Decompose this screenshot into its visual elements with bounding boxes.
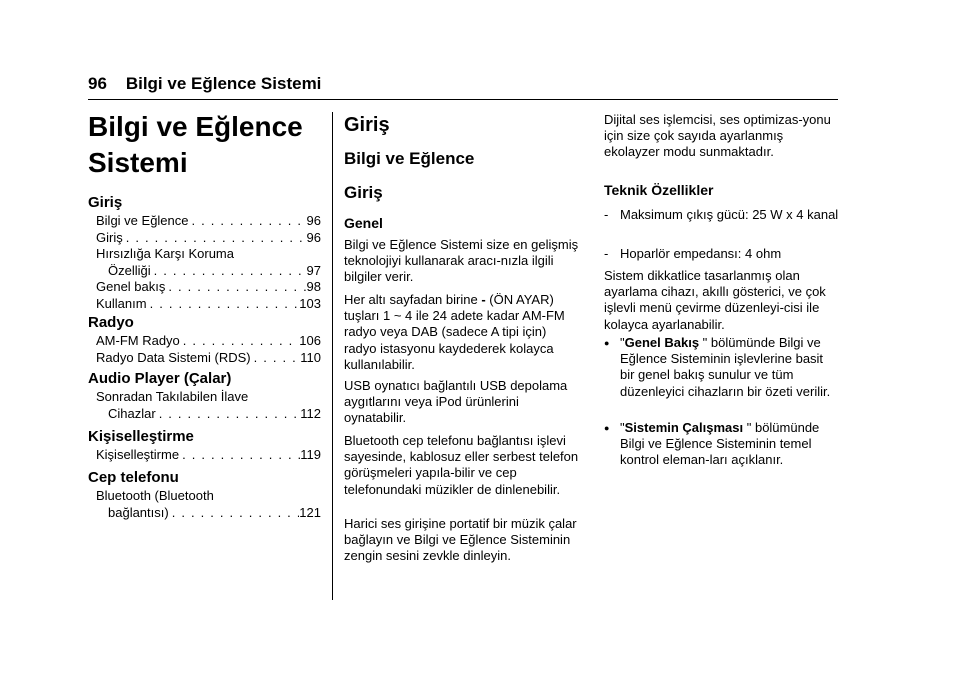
section-heading-giris-2: Giriş bbox=[344, 183, 383, 202]
running-header bbox=[88, 74, 321, 94]
toc-heading: Kişiselleştirme bbox=[88, 428, 194, 445]
toc-section-giris bbox=[88, 194, 321, 312]
toc-entry-line[interactable]: Hırsızlığa Karşı Koruma bbox=[96, 246, 234, 261]
toc-section-radyo bbox=[88, 314, 321, 366]
bullet-sistemin-calismasi: ● "Sistemin Çalışması " bölümünde Bilgi ve Eğlence Sisteminin temel kontrol eleman-ları açıklanır. bbox=[604, 420, 820, 468]
spec-item: - Maksimum çıkış gücü: 25 W x 4 kanal bbox=[604, 207, 839, 222]
toc-entry[interactable]: AM-FM Radyo . . . 106 bbox=[88, 333, 321, 350]
toc-entry[interactable]: bağlantısı) . . . 121 bbox=[88, 505, 321, 522]
subheading-genel: Genel bbox=[344, 215, 383, 231]
column-divider bbox=[332, 112, 333, 600]
paragraph-system: Sistem dikkatlice tasarlanmış olan ayarlama cihazı, akıllı gösterici, ve çok işlevli menü çevirme düzenleyi-cisi ile kolayca ayarlanabilir. bbox=[604, 268, 826, 332]
toc-entry[interactable]: Özelliği . . . 97 bbox=[88, 263, 321, 280]
bullet-genel-bakis: ● "Genel Bakış " bölümünde Bilgi ve Eğlence Sisteminin işlevlerine basit bir genel bakış sunulur ve tüm düzenleyici cihazların bir özeti verilir. bbox=[604, 335, 831, 399]
paragraph-intro: Bilgi ve Eğlence Sistemi size en gelişmiş teknolojiyi kullanarak aracı-nızla ilgili bilgiler verir. bbox=[344, 237, 579, 285]
header-title: Bilgi ve Eğlence Sistemi bbox=[125, 74, 322, 93]
toc-entry[interactable]: Genel bakış . . . 98 bbox=[88, 279, 321, 296]
toc-entry[interactable]: Kullanım . . . 103 bbox=[88, 296, 321, 313]
spec-item: - Hoparlör empedansı: 4 ohm bbox=[604, 246, 782, 261]
toc-heading: Cep telefonu bbox=[88, 469, 179, 486]
header-rule bbox=[88, 99, 838, 100]
paragraph-dsp: Dijital ses işlemcisi, ses optimizas-yonu için size çok sayıda ayarlanmış ekolayzer modu sunmaktadır. bbox=[604, 112, 831, 160]
paragraph-aux: Harici ses girişine portatif bir müzik çalar bağlayın ve Bilgi ve Eğlence Sisteminin zengin sesini zevkle dinleyin. bbox=[344, 516, 577, 564]
toc-heading: Radyo bbox=[88, 314, 134, 331]
paragraph-bluetooth: Bluetooth cep telefonu bağlantısı işlevi sayesinde, kablosuz eller serbest telefon görüşmeleri yapıla-bilir ve cep telefonundaki müzikler de dinlenebilir. bbox=[344, 433, 579, 497]
section-heading-bilgi: Bilgi ve Eğlence bbox=[344, 149, 475, 168]
toc-section-cep-telefonu bbox=[88, 469, 321, 521]
toc-entry[interactable]: Bilgi ve Eğlence . . . 96 bbox=[88, 213, 321, 230]
paragraph-usb: USB oynatıcı bağlantılı USB depolama aygıtlarını veya iPod ürünlerini oynatabilir. bbox=[344, 378, 568, 426]
paragraph-presets: Her altı sayfadan birine - (ÖN AYAR) tuşları 1 ~ 4 ile 24 adete kadar AM-FM radyo veya DAB (sadece A tipi için) radyo istasyonu kaydederek kolayca kullanılabilir. bbox=[344, 292, 565, 372]
toc-section-audio bbox=[88, 370, 321, 422]
section-heading-giris: Giriş bbox=[344, 114, 390, 136]
toc-section-kisisellestirme bbox=[88, 428, 321, 464]
page-number: 96 bbox=[88, 74, 107, 93]
chapter-title: Bilgi ve Eğlence Sistemi bbox=[88, 111, 303, 178]
toc-entry[interactable]: Radyo Data Sistemi (RDS) . . . 110 bbox=[88, 350, 321, 367]
toc-heading: Giriş bbox=[88, 194, 123, 211]
toc-entry-line[interactable]: Bluetooth (Bluetooth bbox=[96, 488, 214, 503]
toc-entry[interactable]: Giriş . . . 96 bbox=[88, 230, 321, 247]
toc-heading: Audio Player (Çalar) bbox=[88, 370, 232, 387]
toc-entry[interactable]: Kişiselleştirme . . . 119 bbox=[88, 447, 321, 464]
subheading-teknik: Teknik Özellikler bbox=[604, 182, 714, 198]
toc-entry[interactable]: Cihazlar . . . 112 bbox=[88, 406, 321, 423]
toc-entry-line[interactable]: Sonradan Takılabilen İlave bbox=[96, 389, 249, 404]
